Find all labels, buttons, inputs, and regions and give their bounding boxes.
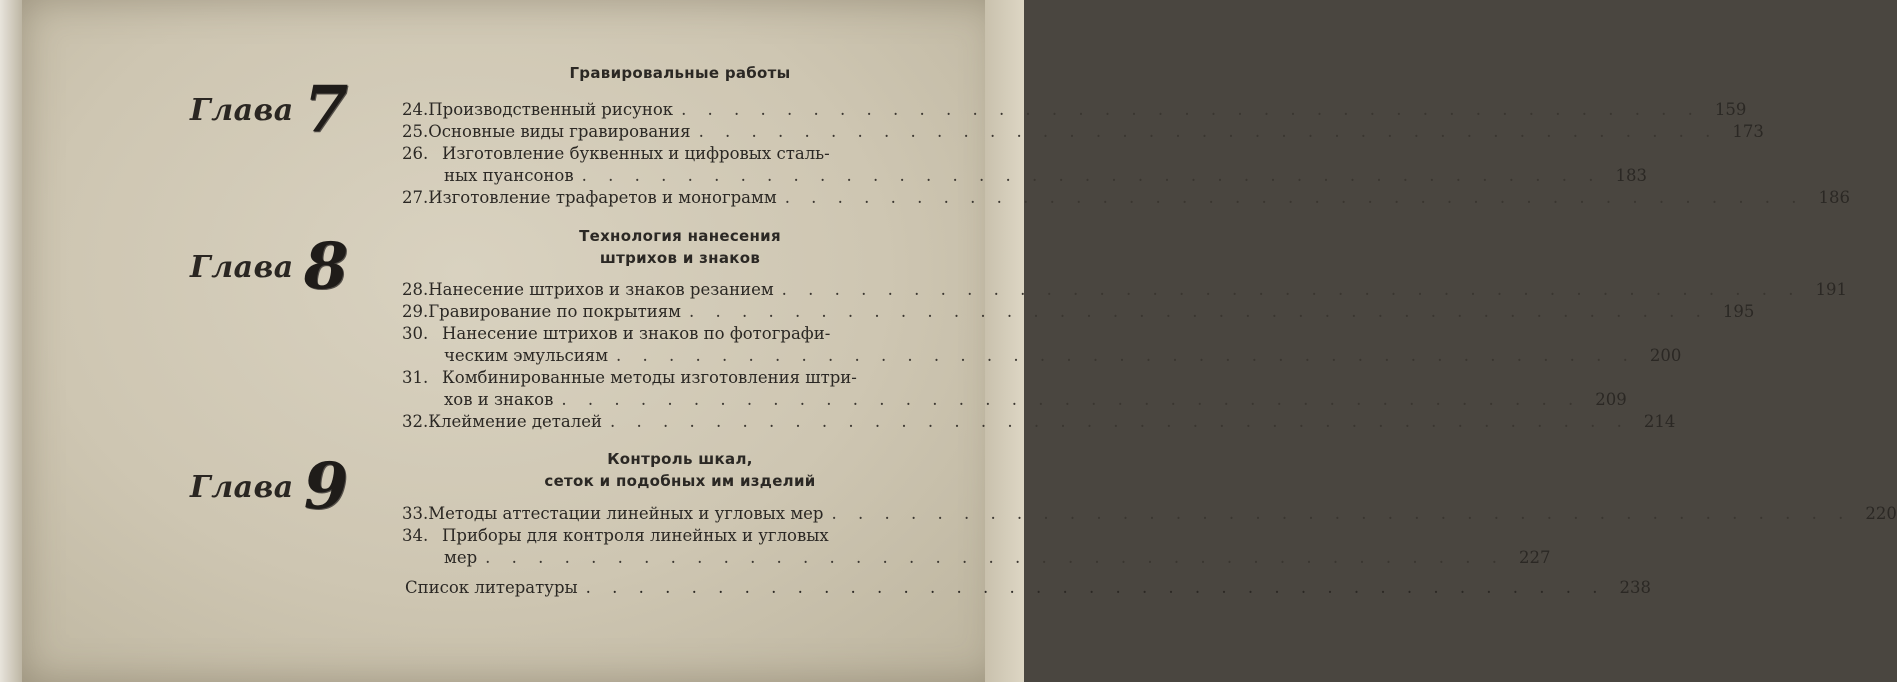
section-title-line: Гравировальные работы bbox=[569, 64, 791, 82]
entry-number: 34. bbox=[402, 526, 429, 545]
dot-leader: . . . . . . . . . . . . . . . . . . . . . . . . . . . . . . . . . . . . . . . bbox=[616, 346, 1636, 365]
chapter-number: 8 bbox=[303, 229, 349, 304]
dot-leader: . . . . . . . . . . . . . . . . . . . . . . . . . . . . . . . . . . . . . . . bbox=[831, 504, 1852, 523]
entry-title: Комбинированные методы изготовления штри- bbox=[442, 368, 857, 387]
section-title-line: штрихов и знаков bbox=[599, 249, 761, 267]
toc-entry[interactable] bbox=[402, 503, 1897, 525]
chapter-number: 7 bbox=[303, 72, 349, 147]
toc-entry[interactable] bbox=[402, 121, 1764, 143]
entry-number: 27. bbox=[402, 188, 429, 207]
toc-entry[interactable] bbox=[402, 187, 1851, 209]
entry-page: 214 bbox=[1643, 412, 1676, 431]
entry-number: 33. bbox=[402, 504, 429, 523]
dot-leader: . . . . . . . . . . . . . . . . . . . . . . . . . . . . . . . . . . . . . . . bbox=[581, 166, 1602, 185]
entry-page: 183 bbox=[1615, 166, 1647, 185]
entry-title: Нанесение штрихов и знаков резанием bbox=[428, 280, 774, 299]
toc-entry[interactable] bbox=[402, 367, 1627, 411]
section-title bbox=[440, 225, 920, 269]
chapter-word: Глава bbox=[190, 249, 294, 285]
dot-leader: . . . . . . . . . . . . . . . . . . . . . . . . . . . . . . . . . . . . . . . bbox=[610, 412, 1630, 431]
entry-title-continued: хов и знаков bbox=[444, 390, 554, 409]
entry-number: 28. bbox=[402, 280, 429, 299]
entry-title-continued: ческим эмульсиям bbox=[444, 346, 609, 365]
entry-number: 25. bbox=[402, 122, 429, 141]
toc-entry[interactable] bbox=[402, 411, 1676, 433]
dot-leader: . . . . . . . . . . . . . . . . . . . . . . . . . . . . . . . . . . . . . . . bbox=[698, 122, 1719, 141]
dot-leader: . . . . . . . . . . . . . . . . . . . . . . . . . . . . . . . . . . . . . . . bbox=[781, 280, 1802, 299]
toc-entry[interactable] bbox=[402, 143, 1647, 187]
dot-leader: . . . . . . . . . . . . . . . . . . . . . . . . . . . . . . . . . . . . . . . bbox=[688, 302, 1709, 321]
entry-number: 31. bbox=[402, 368, 429, 387]
entry-page: 220 bbox=[1865, 504, 1897, 523]
entry-page: 186 bbox=[1818, 188, 1851, 207]
entry-title: Клеймение деталей bbox=[428, 412, 602, 431]
entry-page: 159 bbox=[1714, 100, 1747, 119]
entry-page: 227 bbox=[1519, 548, 1551, 567]
entry-title: Производственный рисунок bbox=[428, 100, 674, 119]
chapter-9-heading bbox=[190, 449, 349, 524]
entry-page: 209 bbox=[1595, 390, 1627, 409]
entry-number: 30. bbox=[402, 324, 429, 343]
section-title-line: Контроль шкал, bbox=[607, 450, 753, 468]
chapter-word: Глава bbox=[190, 92, 294, 128]
left-page-edge bbox=[0, 0, 22, 682]
entry-number: 29. bbox=[402, 302, 429, 321]
toc-entry[interactable] bbox=[402, 301, 1755, 323]
entry-title: Основные виды гравирования bbox=[428, 122, 691, 141]
toc-entry[interactable] bbox=[402, 525, 1551, 569]
entry-title: Гравирование по покрытиям bbox=[428, 302, 681, 321]
dot-leader: . . . . . . . . . . . . . . . . . . . . . . . . . . . . . . . . . . . . . . . bbox=[585, 578, 1606, 597]
chapter-word: Глава bbox=[190, 469, 294, 505]
entry-title-continued: мер bbox=[444, 548, 478, 567]
entry-page: 195 bbox=[1722, 302, 1755, 321]
entry-number: 24. bbox=[402, 100, 429, 119]
toc-entry[interactable] bbox=[402, 99, 1747, 121]
entry-number: 32. bbox=[402, 412, 429, 431]
entry-title-continued: ных пуансонов bbox=[444, 166, 574, 185]
chapter-7-heading bbox=[190, 72, 349, 147]
dot-leader: . . . . . . . . . . . . . . . . . . . . . . . . . . . . . . . . . . . . . . . bbox=[784, 188, 1805, 207]
entry-title: Методы аттестации линейных и угловых мер bbox=[428, 504, 824, 523]
entry-title: Нанесение штрихов и знаков по фотографи- bbox=[442, 324, 831, 343]
dot-leader: . . . . . . . . . . . . . . . . . . . . . . . . . . . . . . . . . . . . . . . bbox=[561, 390, 1582, 409]
entry-page: 191 bbox=[1815, 280, 1848, 299]
literature-label: Список литературы bbox=[405, 578, 578, 597]
entry-title: Изготовление трафаретов и монограмм bbox=[428, 188, 777, 207]
entry-page: 200 bbox=[1649, 346, 1682, 365]
dot-leader: . . . . . . . . . . . . . . . . . . . . . . . . . . . . . . . . . . . . . . . bbox=[485, 548, 1506, 567]
toc-entry[interactable] bbox=[402, 279, 1848, 301]
entry-title: Изготовление буквенных и цифровых сталь- bbox=[442, 144, 830, 163]
chapter-number: 9 bbox=[303, 449, 349, 524]
entry-number: 26. bbox=[402, 144, 429, 163]
dot-leader: . . . . . . . . . . . . . . . . . . . . . . . . . . . . . . . . . . . . . . . bbox=[681, 100, 1701, 119]
toc-entry[interactable] bbox=[402, 323, 1682, 367]
chapter-8-heading bbox=[190, 229, 349, 304]
literature-page: 238 bbox=[1619, 578, 1652, 597]
section-title-line: сеток и подобных им изделий bbox=[544, 472, 816, 490]
literature-entry[interactable] bbox=[405, 578, 1652, 597]
entry-title: Приборы для контроля линейных и угловых bbox=[442, 526, 829, 545]
section-title bbox=[440, 448, 920, 492]
entry-page: 173 bbox=[1732, 122, 1764, 141]
section-title-line: Технология нанесения bbox=[579, 227, 781, 245]
section-title bbox=[440, 62, 920, 84]
